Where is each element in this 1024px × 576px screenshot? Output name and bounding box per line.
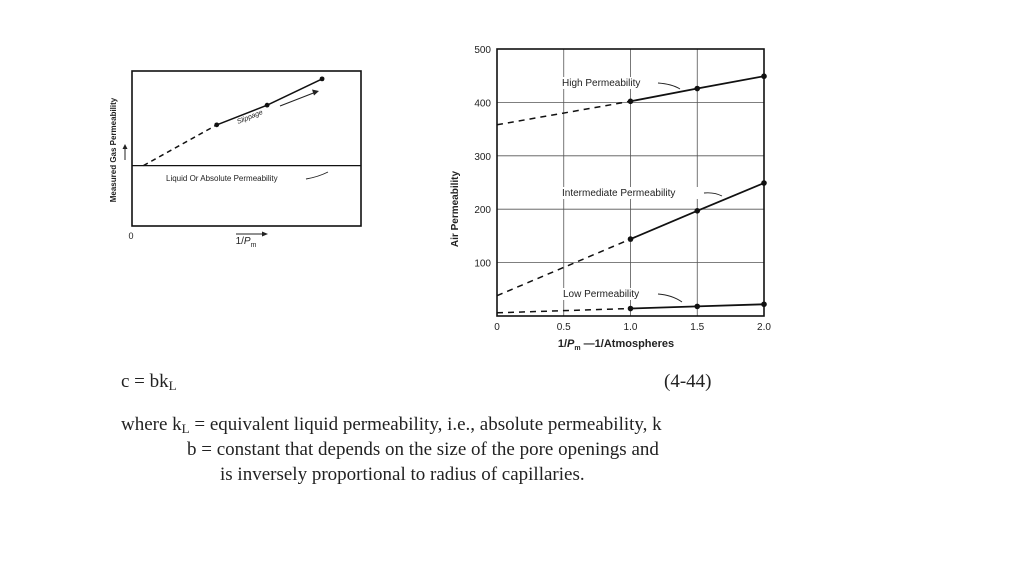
where-line-2: b = constant that depends on the size of the pore openings and bbox=[187, 439, 659, 460]
x-tick-label: 0.5 bbox=[556, 322, 571, 333]
series-label-leader bbox=[658, 294, 682, 302]
x-tick-label: 1.0 bbox=[623, 322, 638, 333]
left-y-arrowhead bbox=[123, 144, 128, 149]
left-x-arrowhead bbox=[262, 232, 268, 237]
data-point-intermediate-permeability-0 bbox=[628, 236, 634, 242]
right-chart-grid bbox=[497, 49, 764, 316]
left-x-axis-label: $1/P_m$ bbox=[235, 236, 257, 249]
liquid-permeability-label: Liquid Or Absolute Permeability bbox=[166, 174, 278, 183]
right-chart bbox=[450, 45, 771, 352]
left-chart bbox=[109, 71, 361, 249]
left-chart-frame bbox=[132, 71, 361, 226]
series-label-intermediate-permeability: Intermediate Permeability bbox=[562, 188, 676, 199]
y-tick-label: 100 bbox=[474, 258, 491, 270]
data-point-high-permeability-2 bbox=[761, 73, 767, 79]
data-point-low-permeability-0 bbox=[628, 306, 634, 312]
left-origin-label: 0 bbox=[128, 231, 134, 241]
right-chart-series bbox=[497, 73, 767, 312]
series-label-low-permeability: Low Permeability bbox=[563, 289, 640, 300]
y-tick-label: 500 bbox=[474, 45, 491, 56]
liquid-label-leader bbox=[306, 172, 328, 179]
where-line-3: is inversely proportional to radius of capillaries. bbox=[220, 464, 585, 485]
data-point-intermediate-permeability-2 bbox=[761, 180, 767, 186]
y-tick-label: 400 bbox=[474, 98, 491, 110]
where-line-1 bbox=[121, 414, 662, 437]
slippage-label: Slippage bbox=[236, 109, 265, 126]
x-tick-label: 1.5 bbox=[690, 322, 705, 333]
left-point-2 bbox=[320, 76, 325, 81]
series-label-high-permeability: High Permeability bbox=[562, 78, 641, 89]
slippage-arrowhead bbox=[312, 90, 319, 96]
right-y-axis-label: Air Permeability bbox=[450, 170, 461, 248]
y-tick-label: 200 bbox=[474, 205, 491, 217]
where-prefix: where k bbox=[121, 414, 182, 435]
left-line-extrapolation bbox=[143, 125, 216, 166]
slippage-arrow bbox=[280, 92, 316, 106]
where-definition-kl: = equivalent liquid permeability, i.e., absolute permeability, k bbox=[189, 414, 662, 435]
left-point-1 bbox=[265, 103, 270, 108]
y-tick-label: 300 bbox=[474, 151, 491, 163]
left-y-axis-label: Measured Gas Permeability bbox=[109, 97, 118, 203]
data-point-intermediate-permeability-1 bbox=[694, 208, 700, 214]
x-tick-label: 0 bbox=[494, 322, 500, 333]
x-tick-label: 2.0 bbox=[757, 322, 771, 333]
left-line-measured bbox=[217, 79, 322, 125]
equation-lhs bbox=[121, 371, 177, 394]
equation-number: (4-44) bbox=[664, 371, 712, 392]
equation-lhs-text: c = bk bbox=[121, 371, 169, 392]
right-x-axis-label: $1/P_m$ —1/Atmospheres bbox=[557, 338, 675, 352]
data-point-low-permeability-1 bbox=[694, 304, 700, 310]
data-point-high-permeability-0 bbox=[628, 99, 634, 105]
data-point-low-permeability-2 bbox=[761, 301, 767, 307]
equation-lhs-subscript: L bbox=[168, 378, 177, 393]
where-subscript: L bbox=[181, 421, 190, 436]
data-point-high-permeability-1 bbox=[694, 86, 700, 92]
